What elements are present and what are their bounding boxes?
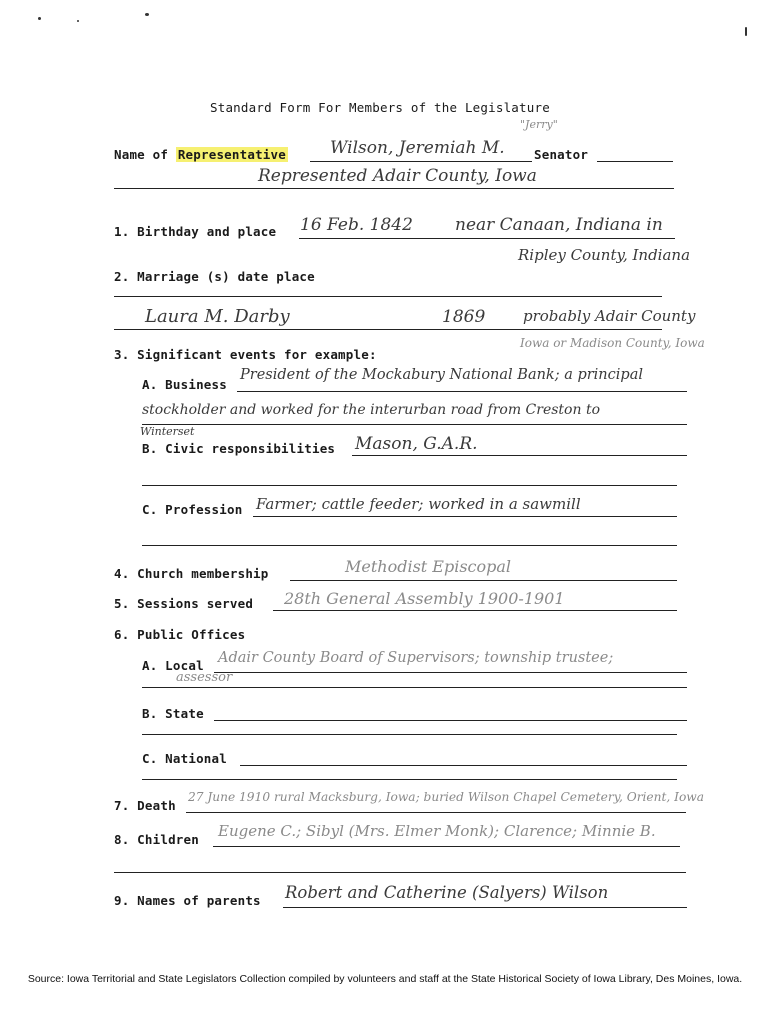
q3b-line-1 xyxy=(352,455,687,456)
q1-label: 1. Birthday and place xyxy=(114,224,277,239)
q9-line xyxy=(283,907,687,908)
represented-line xyxy=(114,188,674,189)
business-2: stockholder and worked for the interurban road from Creston to xyxy=(142,402,601,418)
profession: Farmer; cattle feeder; worked in a sawmill xyxy=(256,495,581,513)
representative-highlight: Representative xyxy=(177,147,286,162)
q6b-line-1 xyxy=(214,720,687,721)
q3a-label: A. Business xyxy=(142,377,227,392)
q3a-line-2 xyxy=(142,424,687,425)
q3b-line-2 xyxy=(142,485,677,486)
q9-label: 9. Names of parents xyxy=(114,893,261,908)
death-details: 27 June 1910 rural Macksburg, Iowa; buried Wilson Chapel Cemetery, Orient, Iowa xyxy=(188,790,704,804)
senator-label: Senator xyxy=(534,147,589,162)
q2-line-1 xyxy=(114,296,662,297)
q8-line-1 xyxy=(213,846,680,847)
q4-label: 4. Church membership xyxy=(114,566,269,581)
local-offices: Adair County Board of Supervisors; township trustee; xyxy=(218,650,614,666)
source-credit: Source: Iowa Territorial and State Legislators Collection compiled by volunteers and staff at the State Historical Society of Iowa Library, Des Moines, Iowa. xyxy=(27,973,743,985)
q6a-line-1 xyxy=(214,672,687,673)
scan-speck xyxy=(145,13,149,16)
member-name: Wilson, Jeremiah M. xyxy=(330,138,505,158)
q5-label: 5. Sessions served xyxy=(114,596,254,611)
birthplace: near Canaan, Indiana in xyxy=(455,215,663,235)
q5-line xyxy=(273,610,677,611)
q4-line xyxy=(290,580,677,581)
q6b-label: B. State xyxy=(142,706,204,721)
q3a-line-1 xyxy=(237,391,687,392)
scan-speck xyxy=(745,27,747,36)
marriage-year: 1869 xyxy=(442,307,486,327)
q2-label: 2. Marriage (s) date place xyxy=(114,269,315,284)
marriage-place: probably Adair County xyxy=(523,307,696,325)
q6b-line-2 xyxy=(142,734,677,735)
parents-names: Robert and Catherine (Salyers) Wilson xyxy=(285,883,609,902)
q2-line-2 xyxy=(114,329,662,330)
birthday: 16 Feb. 1842 xyxy=(300,215,413,235)
civic-responsibilities: Mason, G.A.R. xyxy=(355,434,478,454)
q8-line-2 xyxy=(114,872,686,873)
local-offices-2: assessor xyxy=(176,670,233,685)
name-label xyxy=(114,147,288,162)
spouse-name: Laura M. Darby xyxy=(145,306,290,327)
q6c-line-1 xyxy=(240,765,687,766)
name-line xyxy=(310,161,532,162)
q3c-line-1 xyxy=(253,516,677,517)
q7-line xyxy=(186,812,686,813)
represented-county: Represented Adair County, Iowa xyxy=(258,166,537,186)
business-1: President of the Mockabury National Bank; a principal xyxy=(240,367,643,383)
church-membership: Methodist Episcopal xyxy=(345,557,512,576)
q6-label: 6. Public Offices xyxy=(114,627,246,642)
children-names: Eugene C.; Sibyl (Mrs. Elmer Monk); Clarence; Minnie B. xyxy=(218,822,656,840)
q3-label: 3. Significant events for example: xyxy=(114,347,377,362)
senator-line xyxy=(597,161,673,162)
marriage-place-alt: Iowa or Madison County, Iowa xyxy=(520,336,705,350)
q6a-line-2 xyxy=(142,687,687,688)
name-label-prefix: Name of xyxy=(114,147,169,162)
scan-speck xyxy=(77,20,79,22)
sessions-served: 28th General Assembly 1900-1901 xyxy=(284,589,565,608)
birthplace-county: Ripley County, Indiana xyxy=(518,246,691,264)
nickname-annotation: "Jerry" xyxy=(520,118,558,131)
q3c-line-2 xyxy=(142,545,677,546)
q3c-label: C. Profession xyxy=(142,502,243,517)
q7-label: 7. Death xyxy=(114,798,176,813)
q3b-label: B. Civic responsibilities xyxy=(142,441,336,456)
scan-speck xyxy=(38,17,41,20)
q1-line xyxy=(299,238,675,239)
form-title: Standard Form For Members of the Legislature xyxy=(210,100,550,115)
q6a-label: A. Local xyxy=(142,658,204,673)
q6c-label: C. National xyxy=(142,751,227,766)
q6c-line-2 xyxy=(142,779,677,780)
q8-label: 8. Children xyxy=(114,832,199,847)
business-3: Winterset xyxy=(140,425,195,438)
